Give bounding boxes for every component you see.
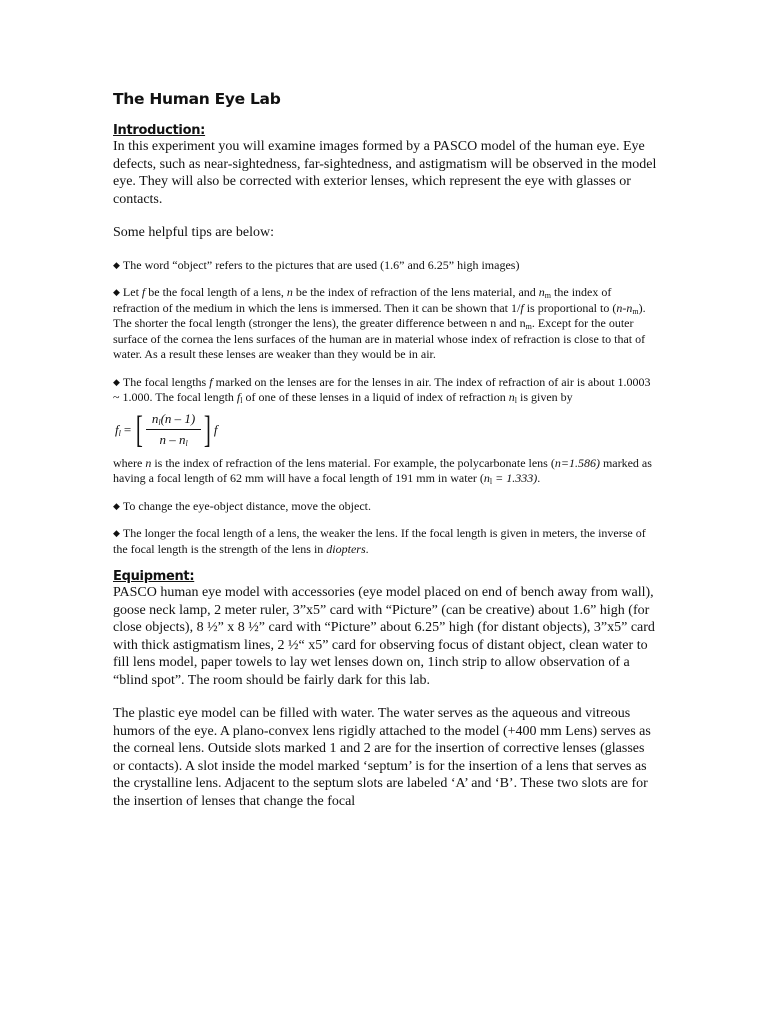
formula-explanation: where n is the index of refraction of the lens material. For example, the polycarbonate lens (n=1.586) marked as having a focal length of 62 mm will have a focal length of 191 mm in water $(n_l = 1.333)$. — [113, 455, 652, 486]
tips-intro: Some helpful tips are below: — [113, 225, 274, 240]
formula-denominator: n – $n_l$ — [159, 432, 188, 448]
formula-fraction — [146, 411, 201, 448]
page-title: The Human Eye Lab — [113, 90, 281, 108]
equals-sign: = — [123, 421, 132, 437]
tip-object: ◆ The word “object” refers to the pictures that are used (1.6” and 6.25” high images) — [113, 257, 520, 272]
focal-length-formula — [115, 406, 658, 454]
document-page — [113, 84, 658, 810]
introduction-paragraph: In this experiment you will examine images formed by a PASCO model of the human eye. Eye defects, such as near-sightedness, far-sightedness, and astigmatism will be observed in the model eye. They will also be corrected with exterior lenses, which represent the eye with glasses or contacts. — [113, 139, 657, 207]
left-bracket: [ — [136, 408, 144, 451]
tip-focal-length-in-liquid: ◆ The focal lengths f marked on the lenses are for the lenses in air. The index of refraction of air is about 1.0003 ~ 1.000. The focal length $f_l$ of one of these lenses in a liquid of index of refraction $n_l$ is given by — [113, 374, 651, 405]
introduction-heading: Introduction: — [113, 123, 206, 138]
formula-lhs: $f_l$ — [115, 421, 121, 438]
tip-eye-object-distance: ◆ To change the eye-object distance, move the object. — [113, 498, 371, 513]
formula-rhs: f — [213, 421, 218, 437]
equipment-paragraph: PASCO human eye model with accessories (eye model placed on end of bench away from wall), goose neck lamp, 2 meter ruler, 3”x5” card with “Picture” (can be creative) about 1.6” high (for close objects), 8 ½” x 8 ½” card with “Picture” about 6.25” high (for distant objects), 3”x5” card with thick astigmatism lines, 2 ½“ x5” card for observing focus of distant object, clean water to fill lens model, paper towels to lay wet lenses down on, 1inch strip to allow observation of a “blind spot”. The room should be fairly dark for this lab. — [113, 585, 655, 688]
diamond-bullet-icon: ◆ — [113, 259, 120, 270]
formula-numerator: $n_l(n - 1)$ — [146, 411, 201, 430]
tip-focal-length-definition: ◆ Let f be the focal length of a lens, n be the index of refraction of the lens material, and $n_m$ the index of refraction of the medium in which the lens is immersed. Then it can be shown that 1/f is proportional to $(n-n_m)$. The shorter the focal length (stronger the lens), the greater difference between n and $n_m$. Except for the outer surface of the cornea the lens surfaces of the human are in material whose index of refraction is close to that of water. As a result these lenses are weaker than they would be in air. — [113, 285, 646, 361]
eye-model-paragraph: The plastic eye model can be filled with water. The water serves as the aqueous and vitreous humors of the eye. A plano-convex lens rigidly attached to the model (+400 mm Lens) serves as the corneal lens. Outside slots marked 1 and 2 are for the insertion of corrective lenses (glasses or contacts). A slot inside the model marked ‘septum’ is for the insertion of a lens that serves as the crystalline lens. Adjacent to the septum slots are labeled ‘A’ and ‘B’. These two slots are for the insertion of lenses that change the focal — [113, 706, 651, 809]
right-bracket: ] — [204, 408, 212, 451]
tip-diopters: ◆ The longer the focal length of a lens, the weaker the lens. If the focal length is given in meters, the inverse of the focal length is the strength of the lens in diopters. — [113, 526, 646, 556]
diamond-bullet-icon: ◆ — [113, 500, 120, 511]
diamond-bullet-icon: ◆ — [113, 376, 120, 387]
equipment-heading: Equipment: — [113, 569, 195, 584]
diamond-bullet-icon: ◆ — [113, 287, 120, 297]
diamond-bullet-icon: ◆ — [113, 528, 120, 538]
